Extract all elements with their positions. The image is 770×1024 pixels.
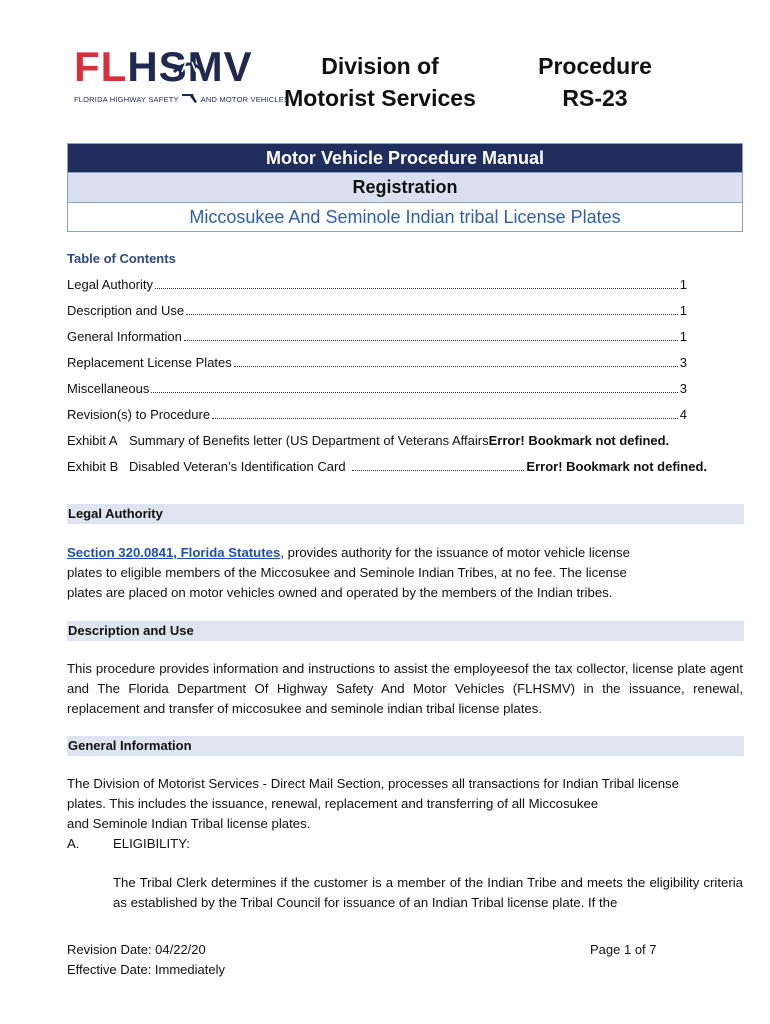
category-title: Registration [68,172,742,202]
section-heading-description: Description and Use [67,621,744,641]
toc-entry[interactable]: Legal Authority 1 [67,277,687,292]
toc-entry[interactable]: Revision(s) to Procedure 4 [67,407,687,422]
toc-entry[interactable]: General Information 1 [67,329,687,344]
logo-wordmark: FLHSMV [74,43,253,90]
section-heading-legal-authority: Legal Authority [67,504,744,524]
eligibility-text: The Tribal Clerk determines if the customer is a member of the Indian Tribe and meets the eligibility criteria as established by the Tribal Council for issuance of an Indian Tribal license plate. If the [113,875,743,910]
title-box [67,143,743,232]
procedure-line1: Procedure [538,53,652,79]
statute-link[interactable]: Section 320.0841, Florida Statutes [67,545,281,560]
procedure-heading [515,50,675,114]
subject-title: Miccosukee And Seminole Indian tribal License Plates [68,202,742,231]
road-icon [172,58,206,74]
toc-exhibit-entry[interactable]: Exhibit B Disabled Veteran’s Identification Card Error! Bookmark not defined. [67,459,707,474]
table-of-contents [67,277,707,485]
logo-subtitle: FLORIDA HIGHWAY SAFETY AND MOTOR VEHICLES [74,92,289,104]
section-heading-general-information: General Information [67,736,744,756]
item-letter: A. [67,836,80,851]
manual-title: Motor Vehicle Procedure Manual [68,144,742,172]
legal-authority-text: Section 320.0841, Florida Statutes, provides authority for the issuance of motor vehicle license plates to eligible members of the Miccosukee and Seminole Indian Tribes, at no fee. The license plates are placed on motor vehicles owned and operated by the members of the Indian tribes. [67,545,630,600]
toc-exhibit-entry[interactable]: Exhibit A Summary of Benefits letter (US Department of Veterans Affairs Error! Bookmark not defined. [67,433,670,448]
toc-title: Table of Contents [67,251,176,266]
florida-state-icon [181,92,199,104]
general-information-text: The Division of Motorist Services - Direct Mail Section, processes all transactions for Indian Tribal license plates. This includes the issuance, renewal, replacement and transferring of all Miccosukee and Seminole Indian Tribal license plates. [67,776,679,831]
revision-date: Revision Date: 04/22/20 [67,942,206,957]
eligibility-heading: ELIGIBILITY: [113,836,190,851]
toc-entry[interactable]: Description and Use 1 [67,303,687,318]
description-text: This procedure provides information and instructions to assist the employeesof the tax collector, license plate agent and The Florida Department Of Highway Safety And Motor Vehicles (FLHSMV) in the issuance, renewal, replacement and transfer of miccosukee and seminole indian tribal license plates. [67,661,743,716]
toc-entry[interactable]: Miscellaneous 3 [67,381,687,396]
division-line2: Motorist Services [284,85,476,111]
flhsmv-logo [74,43,290,112]
footer-dates [67,940,225,980]
toc-entry[interactable]: Replacement License Plates 3 [67,355,687,370]
page-number: Page 1 of 7 [590,942,657,957]
division-heading [280,50,480,114]
division-line1: Division of [321,53,439,79]
procedure-number: RS-23 [562,85,628,111]
effective-date: Effective Date: Immediately [67,962,225,977]
